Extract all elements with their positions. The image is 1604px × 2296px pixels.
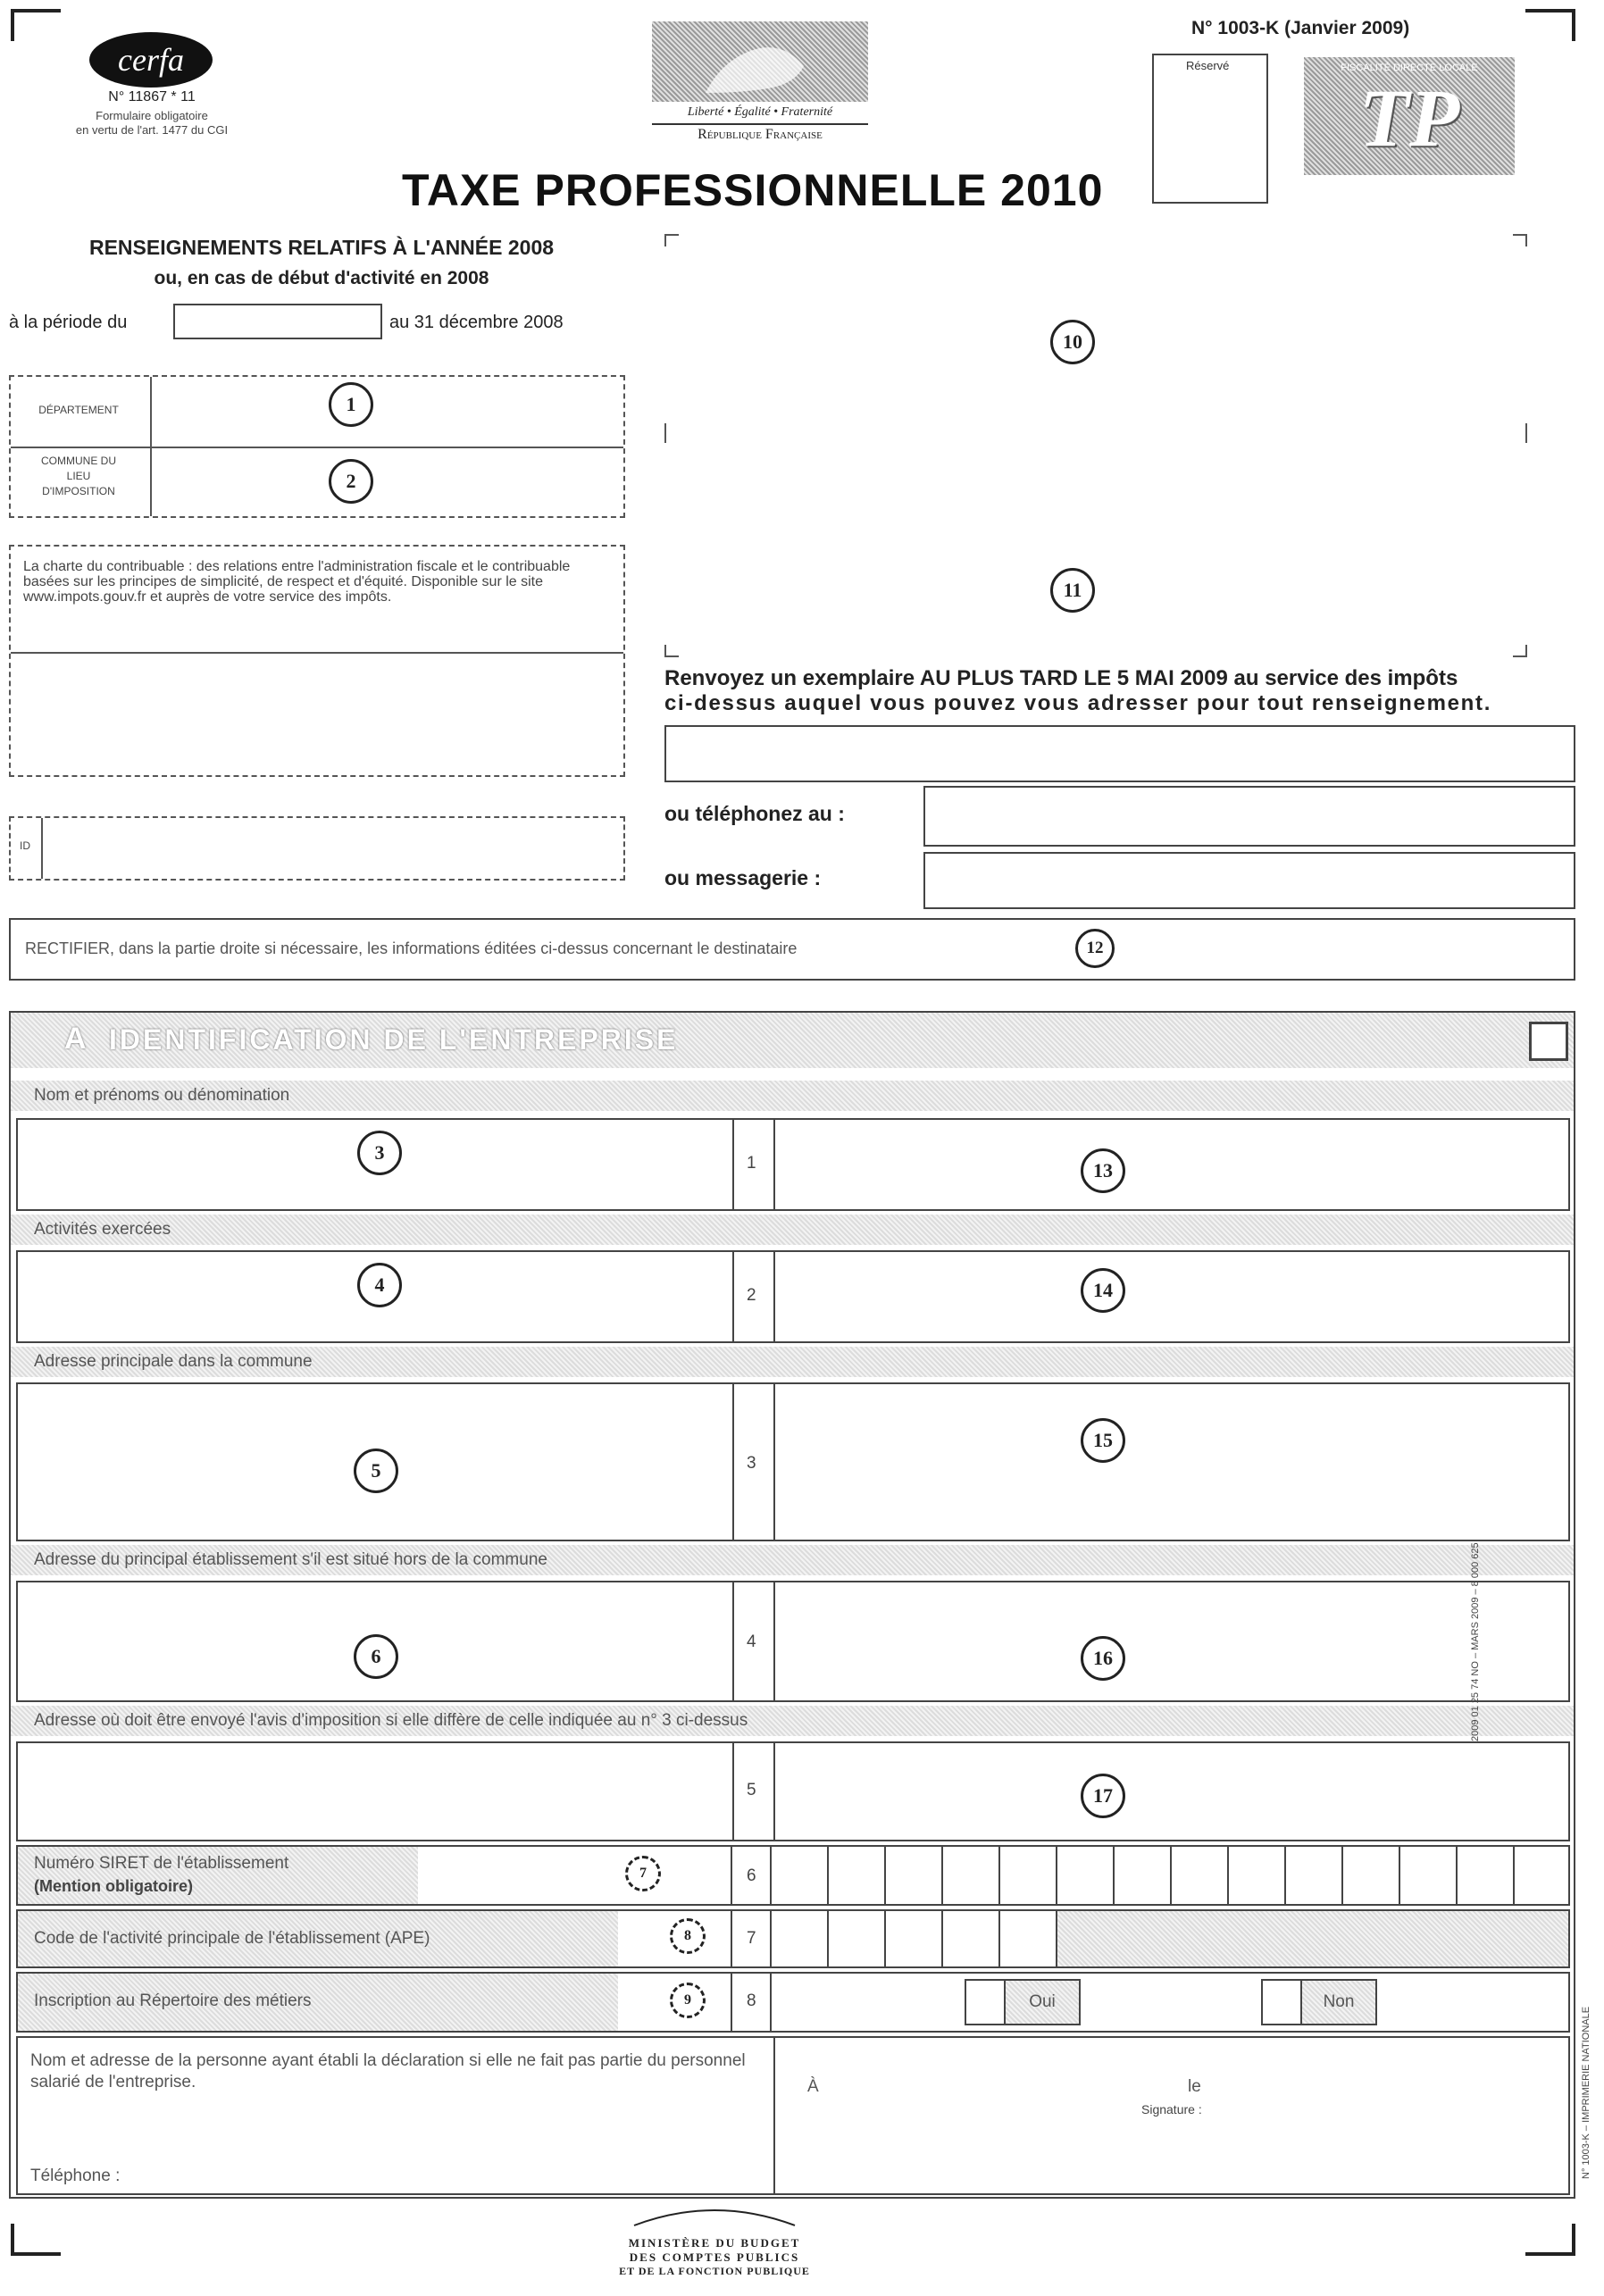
marker-9: 9 [670,1983,706,2018]
row-3-label: Adresse principale dans la commune [34,1352,313,1371]
row-4-label: Adresse du principal établissement s'il est situé hors de la commune [34,1550,547,1569]
row-3-box[interactable] [16,1382,1570,1541]
republic-motto: Liberté • Égalité • Fraternité [687,105,833,119]
charte-text: La charte du contribuable : des relations entre l'administration fiscale et le contribuable basées sur les principes de simplicité, de respect et d'équité. Disponible sur le site www.impots.gouv.fr et auprès de votre service des impôts. [23,559,571,605]
marianne-logo [652,21,868,102]
marker-11: 11 [1050,568,1095,613]
tp-label: TP [1358,72,1460,163]
service-address-input[interactable] [664,725,1575,782]
marker-6: 6 [354,1634,398,1679]
marker-2: 2 [329,459,373,504]
corner-mark-top-right [1525,9,1575,41]
cerfa-logo [89,32,213,88]
republic-name: République Française [698,127,823,142]
ape-label: Code de l'activité principale de l'établissement (APE) [34,1929,430,1948]
window-tick-mr [1513,423,1527,443]
window-tick-bl [664,645,679,657]
marianne-icon [652,21,868,102]
declarant-box[interactable] [16,2036,773,2195]
metiers-num: 8 [747,1991,756,2010]
row-2-num: 2 [747,1286,756,1305]
siret-digit-grid[interactable] [772,1845,1570,1906]
ministry-line1: MINISTÈRE DU BUDGET [628,2236,801,2250]
location-divider-h [11,447,623,448]
non-label: Non [1323,1992,1355,2011]
row-4-label-strip [11,1545,1574,1575]
metiers-label-cell [18,1974,618,2031]
side-code-1: 2009 01 25 74 NO – MARS 2009 – 8 000 625 [1470,1542,1481,1741]
ministry-line2: DES COMPTES PUBLICS [629,2250,800,2264]
row-5-label-strip [11,1706,1574,1736]
corner-mark-bottom-left [11,2224,61,2256]
telephone-label: ou téléphonez au : [664,802,845,825]
signature-box[interactable] [773,2036,1570,2195]
commune-label: COMMUNE DU LIEU D'IMPOSITION [41,455,116,497]
ministry-emblem [625,2199,804,2231]
marker-17: 17 [1081,1774,1125,1818]
messagerie-label: ou messagerie : [664,866,822,889]
metiers-label: Inscription au Répertoire des métiers [34,1991,312,2010]
ape-num: 7 [747,1929,756,1948]
siret-num: 6 [747,1866,756,1885]
row-1-label: Nom et prénoms ou dénomination [34,1086,290,1105]
marker-7: 7 [625,1856,661,1891]
marker-4: 4 [357,1263,402,1307]
row-2-box[interactable] [16,1250,1570,1343]
fiscalite-label: FISCALITÉ DIRECTE LOCALE [1341,63,1478,73]
period-start-input[interactable] [173,304,382,339]
section-a-checkbox[interactable] [1529,1022,1568,1061]
row-1-num: 1 [747,1154,756,1173]
rectifier-box [9,918,1575,981]
messagerie-input[interactable] [923,852,1575,909]
reserve-box [1152,54,1268,204]
row-3-label-strip [11,1347,1574,1377]
oui-label: Oui [1029,1992,1056,2011]
marker-13: 13 [1081,1148,1125,1193]
cerfa-number: N° 11867 * 11 [108,89,196,104]
return-instruction-2: ci-dessus auquel vous pouvez vous adresser pour tout renseignement. [664,691,1492,715]
form-reference: N° 1003-K (Janvier 2009) [1191,18,1410,38]
non-label-box [1300,1979,1377,2025]
reserve-label: Réservé [1186,59,1230,72]
window-tick-tl [664,234,679,246]
non-checkbox[interactable] [1261,1979,1302,2025]
oui-checkbox[interactable] [965,1979,1006,2025]
departement-label: DÉPARTEMENT [38,404,119,416]
row-2-label-strip [11,1215,1574,1245]
section-a-letter: A [64,1022,87,1056]
marker-12: 12 [1075,929,1115,968]
corner-mark-top-left [11,9,61,41]
marker-15: 15 [1081,1418,1125,1463]
marker-8: 8 [670,1918,706,1954]
window-tick-ml [664,423,679,443]
ape-filler [1057,1911,1568,1966]
oui-label-box [1004,1979,1081,2025]
location-box [9,375,625,518]
siret-label: Numéro SIRET de l'établissement [34,1854,289,1873]
row-5-num: 5 [747,1781,756,1799]
row-2-label: Activités exercées [34,1220,171,1239]
page-title: TAXE PROFESSIONNELLE 2010 [402,165,1104,215]
ape-digit-grid[interactable] [772,1909,1057,1968]
telephone-input[interactable] [923,786,1575,847]
marker-16: 16 [1081,1636,1125,1681]
period-suffix: au 31 décembre 2008 [389,313,564,332]
marker-1: 1 [329,382,373,427]
row-3-num: 3 [747,1454,756,1473]
telephone-footer-label: Téléphone : [30,2167,121,2185]
marker-5: 5 [354,1449,398,1493]
corner-mark-bottom-right [1525,2224,1575,2256]
cerfa-logo-text: cerfa [118,42,184,78]
a-label: À [807,2077,819,2096]
cerfa-note-line2: en vertu de l'art. 1477 du CGI [75,123,229,137]
window-tick-tr [1513,234,1527,246]
tp-stamp [1304,57,1515,175]
siret-note: (Mention obligatoire) [34,1877,193,1895]
id-box[interactable] [9,816,625,881]
section-a-header [11,1013,1574,1068]
declarant-text: Nom et adresse de la personne ayant établi la déclaration si elle ne fait pas partie du personnel salarié de l'entreprise. [30,2051,746,2091]
le-label: le [1188,2077,1201,2096]
charte-divider [11,652,623,654]
row-5-label: Adresse où doit être envoyé l'avis d'imposition si elle diffère de celle indiquée au n° 3 ci-dessus [34,1711,748,1730]
period-prefix: à la période du [9,313,128,332]
section-a-title: IDENTIFICATION DE L'ENTREPRISE [109,1023,679,1056]
row-4-num: 4 [747,1632,756,1651]
id-divider [41,818,43,879]
id-label: ID [20,839,30,852]
ape-label-cell [18,1911,618,1966]
siret-label-cell [18,1847,418,1904]
row-1-label-strip [11,1081,1574,1111]
marker-14: 14 [1081,1268,1125,1313]
ministry-line3: ET DE LA FONCTION PUBLIQUE [619,2265,810,2277]
charte-box [9,545,625,777]
row-4-box[interactable] [16,1581,1570,1702]
signature-label: Signature : [1141,2102,1202,2116]
window-tick-br [1513,645,1527,657]
subtitle-start: ou, en cas de début d'activité en 2008 [154,268,489,288]
marker-10: 10 [1050,320,1095,364]
row-1-box[interactable] [16,1118,1570,1211]
republic-line [652,123,868,125]
return-instruction-1: Renvoyez un exemplaire AU PLUS TARD LE 5 MAI 2009 au service des impôts [664,666,1458,690]
side-code-2: N° 1003-K – IMPRIMERIE NATIONALE [1581,2006,1591,2179]
subtitle-year: RENSEIGNEMENTS RELATIFS À L'ANNÉE 2008 [88,236,555,259]
row-5-box[interactable] [16,1741,1570,1841]
rectifier-text: RECTIFIER, dans la partie droite si nécessaire, les informations éditées ci-dessus concernant le destinataire [25,939,798,957]
cerfa-note-line1: Formulaire obligatoire [96,109,208,122]
marker-3: 3 [357,1131,402,1175]
